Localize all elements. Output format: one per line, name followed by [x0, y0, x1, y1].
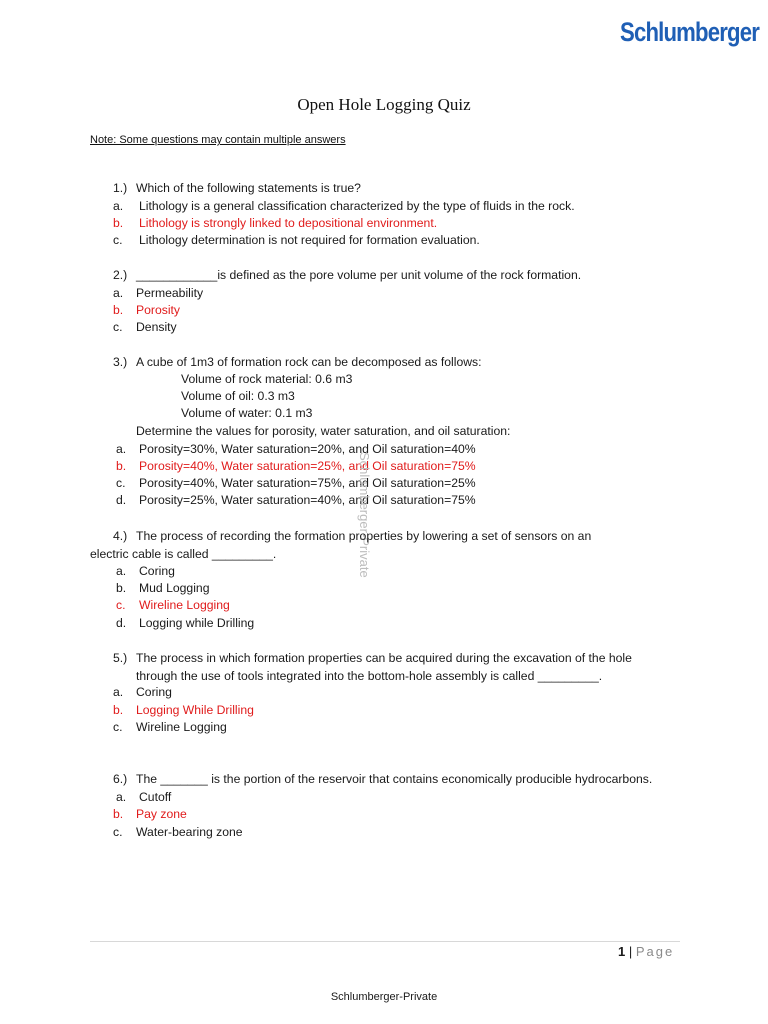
q3-option-b-letter: b. [116, 459, 127, 473]
q5-option-b-text: Logging While Drilling [136, 703, 254, 717]
q4-option-b-letter: b. [116, 581, 127, 595]
q3-detail-water: Volume of water: 0.1 m3 [181, 406, 313, 420]
q4-option-b-text: Mud Logging [139, 581, 210, 595]
q5-option-c-letter: c. [113, 720, 123, 734]
q2-option-c-letter: c. [113, 320, 123, 334]
q4-option-a-letter: a. [116, 564, 127, 578]
q6-option-b-letter: b. [113, 807, 124, 821]
q3-option-a-letter: a. [116, 442, 127, 456]
page-number [618, 944, 674, 959]
q6-option-a-letter: a. [116, 790, 127, 804]
question-3-number: 3.) [113, 355, 128, 369]
q2-option-a-text: Permeability [136, 286, 204, 300]
page-label: Page [635, 944, 675, 959]
q3-detail-rock: Volume of rock material: 0.6 m3 [181, 372, 353, 386]
q4-option-a-text: Coring [139, 564, 175, 578]
question-4-number: 4.) [113, 529, 128, 543]
schlumberger-logo: Schlumberger [620, 17, 760, 47]
footer-divider [90, 941, 680, 942]
page-separator: | [628, 944, 633, 959]
q1-option-c-letter: c. [113, 233, 123, 247]
q5-option-a-letter: a. [113, 685, 124, 699]
q3-instruction: Determine the values for porosity, water saturation, and oil saturation: [136, 424, 511, 438]
q1-option-c-text: Lithology determination is not required for formation evaluation. [139, 233, 480, 247]
q3-option-c-letter: c. [116, 476, 126, 490]
question-1-prompt: Which of the following statements is true? [136, 181, 361, 195]
q4-option-c-letter: c. [116, 598, 126, 612]
q6-option-a-text: Cutoff [139, 790, 172, 804]
question-4-prompt-cont: electric cable is called _________. [90, 547, 277, 561]
question-3-prompt: A cube of 1m3 of formation rock can be decomposed as follows: [136, 355, 482, 369]
q2-option-b-letter: b. [113, 303, 124, 317]
q6-option-c-letter: c. [113, 825, 123, 839]
q1-option-a-letter: a. [113, 199, 124, 213]
question-6-prompt: The _______ is the portion of the reservoir that contains economically producible hydrocarbons. [136, 772, 653, 786]
q3-detail-oil: Volume of oil: 0.3 m3 [181, 389, 295, 403]
q3-option-b-text: Porosity=40%, Water saturation=25%, and Oil saturation=75% [139, 459, 476, 473]
page-number-value: 1 [618, 944, 626, 959]
q2-option-a-letter: a. [113, 286, 124, 300]
q5-option-c-text: Wireline Logging [136, 720, 227, 734]
q3-option-a-text: Porosity=30%, Water saturation=20%, and Oil saturation=40% [139, 442, 476, 456]
question-5-prompt-cont: through the use of tools integrated into the bottom-hole assembly is called _________. [136, 669, 603, 683]
question-4-prompt: The process of recording the formation properties by lowering a set of sensors on an [136, 529, 592, 543]
watermark: Schlumberger-Private [357, 452, 372, 578]
page-title: Open Hole Logging Quiz [297, 95, 471, 114]
question-5-prompt: The process in which formation properties can be acquired during the excavation of the hole [136, 651, 632, 665]
q1-option-b-letter: b. [113, 216, 124, 230]
q2-option-c-text: Density [136, 320, 177, 334]
question-6-number: 6.) [113, 772, 128, 786]
q4-option-d-letter: d. [116, 616, 127, 630]
q5-option-a-text: Coring [136, 685, 172, 699]
note-text: Note: Some questions may contain multiple answers [90, 134, 346, 146]
q1-option-a-text: Lithology is a general classification characterized by the type of fluids in the rock. [139, 199, 575, 213]
question-2-prompt: ____________is defined as the pore volume per unit volume of the rock formation. [136, 268, 582, 282]
q3-option-d-text: Porosity=25%, Water saturation=40%, and Oil saturation=75% [139, 493, 476, 507]
q1-option-b-text: Lithology is strongly linked to depositional environment. [139, 216, 438, 230]
question-2-number: 2.) [113, 268, 128, 282]
q4-option-d-text: Logging while Drilling [139, 616, 255, 630]
question-5-number: 5.) [113, 651, 128, 665]
footer-classification: Schlumberger-Private [330, 991, 438, 1003]
q3-option-c-text: Porosity=40%, Water saturation=75%, and Oil saturation=25% [139, 476, 476, 490]
question-1-number: 1.) [113, 181, 128, 195]
q6-option-b-text: Pay zone [136, 807, 187, 821]
q3-option-d-letter: d. [116, 493, 127, 507]
q5-option-b-letter: b. [113, 703, 124, 717]
q6-option-c-text: Water-bearing zone [136, 825, 243, 839]
q4-option-c-text: Wireline Logging [139, 598, 230, 612]
q2-option-b-text: Porosity [136, 303, 181, 317]
